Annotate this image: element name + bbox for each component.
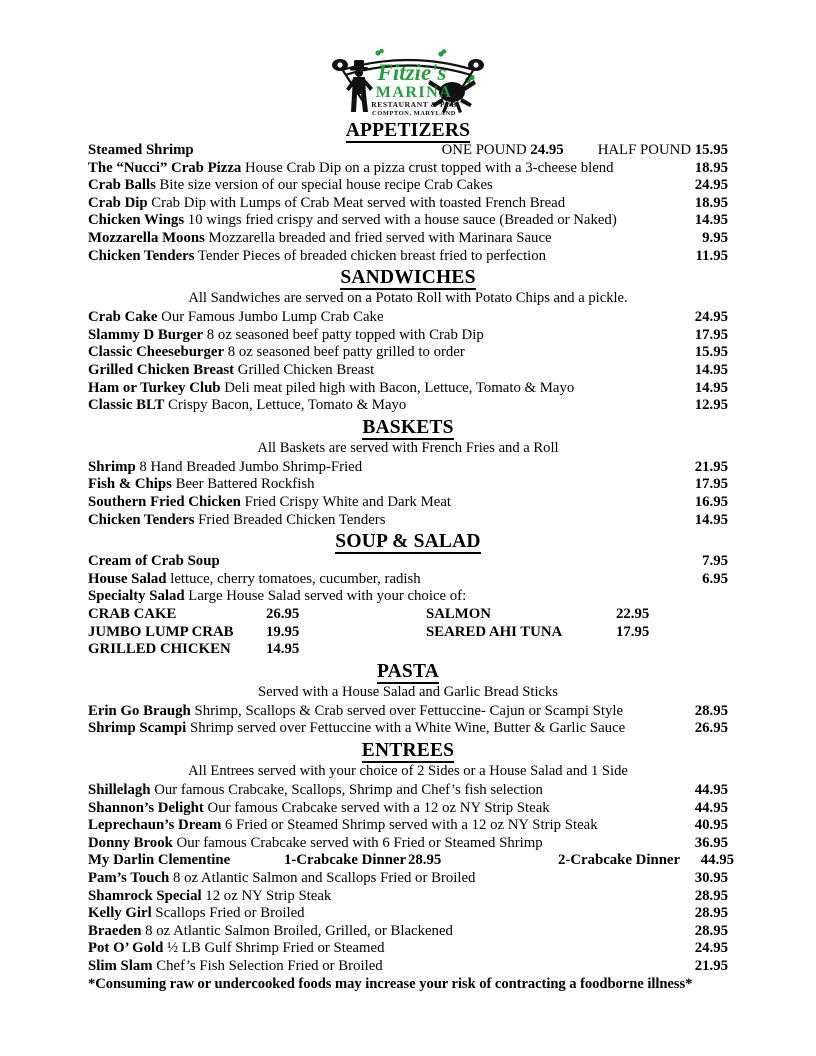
item-description bbox=[88, 817, 674, 835]
item-description bbox=[88, 720, 674, 738]
salad-option-left-price: 19.95 bbox=[266, 623, 300, 640]
item-description bbox=[88, 327, 674, 345]
item-detail: Mozzarella breaded and fried served with Marinara Sauce bbox=[204, 230, 552, 247]
menu-item-row bbox=[88, 905, 728, 923]
salad-option-right-label: SEARED AHI TUNA bbox=[426, 623, 563, 640]
menu-item-row bbox=[88, 800, 728, 818]
item-detail: Chef’s Fish Selection Fried or Broiled bbox=[152, 957, 383, 974]
menu-item-row bbox=[88, 958, 728, 976]
item-price: 30.95 bbox=[694, 869, 728, 886]
item-name: Leprechaun’s Dream bbox=[88, 817, 222, 834]
item-list-entrees bbox=[88, 782, 735, 976]
item-price: 24.95 bbox=[694, 940, 728, 957]
item-detail: 6 Fried or Steamed Shrimp served with a 12 oz NY Strip Steak bbox=[221, 817, 598, 834]
item-price: 14.95 bbox=[694, 212, 728, 229]
item-name: Shillelagh bbox=[88, 782, 151, 798]
item-detail: Our Famous Jumbo Lump Crab Cake bbox=[157, 309, 384, 326]
item-detail: Crispy Bacon, Lettuce, Tomato & Mayo bbox=[164, 397, 407, 414]
salad-option-row bbox=[88, 606, 728, 624]
menu-item-row bbox=[88, 327, 728, 345]
item-name: Specialty Salad bbox=[88, 588, 185, 605]
item-name: Pam’s Touch bbox=[88, 869, 170, 886]
menu-item-row bbox=[88, 362, 728, 380]
section-heading-text: SOUP & SALAD bbox=[335, 531, 481, 553]
section-heading-text: BASKETS bbox=[362, 416, 454, 438]
item-price: 14.95 bbox=[694, 511, 728, 528]
item-price: 18.95 bbox=[694, 194, 728, 211]
menu-item-row bbox=[88, 494, 728, 512]
item-name: Mozzarella Moons bbox=[88, 230, 205, 247]
section-baskets bbox=[88, 417, 728, 529]
salad-option-left-label: CRAB CAKE bbox=[88, 606, 177, 622]
menu-item-row bbox=[88, 817, 728, 835]
menu-item-row bbox=[88, 852, 735, 870]
item-price: 21.95 bbox=[694, 458, 728, 475]
item-detail: Deli meat piled high with Bacon, Lettuce, Tomato & Mayo bbox=[220, 379, 575, 396]
menu-item-row bbox=[88, 588, 728, 606]
item-price: 14.95 bbox=[694, 379, 728, 396]
item-name: Shrimp Scampi bbox=[88, 720, 187, 737]
item-name: Grilled Chicken Breast bbox=[88, 362, 235, 378]
item-description bbox=[88, 940, 674, 958]
section-subtitle-baskets: All Baskets are served with French Fries and a Roll bbox=[257, 439, 559, 456]
logo-marina-text: MARINA bbox=[375, 84, 453, 101]
item-detail: Bite size version of our special house recipe Crab Cakes bbox=[155, 177, 493, 194]
item-description bbox=[88, 230, 674, 248]
section-heading-baskets bbox=[88, 417, 728, 438]
item-name: Erin Go Braugh bbox=[88, 702, 191, 719]
item-price: 36.95 bbox=[694, 834, 728, 851]
item-price: 16.95 bbox=[694, 493, 728, 510]
item-name: Slammy D Burger bbox=[88, 326, 204, 343]
section-heading-text: PASTA bbox=[376, 660, 440, 682]
item-price-options bbox=[442, 142, 728, 160]
logo-tagline-text: RESTAURANT & PUB bbox=[371, 100, 457, 109]
menu-item-row bbox=[88, 571, 728, 589]
item-name: The “Nucci” Crab Pizza bbox=[88, 159, 242, 176]
menu-item-row bbox=[88, 835, 728, 853]
item-detail: 10 wings fried crispy and served with a house sauce (Breaded or Naked) bbox=[184, 212, 617, 229]
item-name: Chicken Tenders bbox=[88, 247, 195, 264]
item-name: Pot O’ Gold bbox=[88, 940, 164, 957]
item-description bbox=[88, 870, 674, 888]
logo-container bbox=[88, 0, 728, 118]
item-name: Crab Cake bbox=[88, 309, 158, 326]
salad-option-left-label: JUMBO LUMP CRAB bbox=[88, 623, 234, 640]
item-detail: Grilled Chicken Breast bbox=[234, 362, 375, 378]
item-price: 44.95 bbox=[694, 782, 728, 798]
item-detail: 8 oz seasoned beef patty topped with Crab Dip bbox=[203, 326, 484, 343]
item-detail: House Crab Dip on a pizza crust topped with a 3-cheese blend bbox=[241, 159, 614, 176]
salad-option-right-price: 17.95 bbox=[616, 623, 650, 640]
menu-item-row bbox=[88, 870, 728, 888]
item-description bbox=[88, 512, 674, 530]
item-detail: Large House Salad served with your choice of: bbox=[184, 588, 467, 605]
item-detail: Shrimp, Scallops & Crab served over Fettuccine- Cajun or Scampi Style bbox=[190, 702, 624, 719]
crabcake-option-2-label: 2-Crabcake Dinner bbox=[558, 852, 681, 869]
item-description bbox=[88, 212, 674, 230]
item-detail: 8 oz Atlantic Salmon and Scallops Fried or Broiled bbox=[169, 869, 476, 886]
item-detail: Our famous Crabcake, Scallops, Shrimp and Chef’s fish selection bbox=[150, 782, 543, 798]
item-detail: Fried Crispy White and Dark Meat bbox=[240, 493, 452, 510]
item-detail: Shrimp served over Fettuccine with a White Wine, Butter & Garlic Sauce bbox=[186, 720, 626, 737]
item-description bbox=[88, 800, 674, 818]
item-detail: lettuce, cherry tomatoes, cucumber, radish bbox=[166, 570, 421, 587]
item-description bbox=[88, 344, 674, 362]
item-detail: Scallops Fried or Broiled bbox=[151, 905, 305, 922]
menu-item-row bbox=[88, 177, 728, 195]
fitzies-marina-logo bbox=[320, 44, 496, 118]
item-description bbox=[88, 142, 194, 160]
menu-item-row bbox=[88, 888, 728, 906]
item-name: House Salad bbox=[88, 570, 167, 587]
item-price: 12.95 bbox=[694, 397, 728, 414]
section-heading-entrees bbox=[88, 740, 728, 761]
item-description bbox=[88, 905, 674, 923]
item-name: Fish & Chips bbox=[88, 476, 172, 493]
item-description bbox=[88, 888, 674, 906]
menu-item-row bbox=[88, 923, 728, 941]
item-description bbox=[88, 309, 674, 327]
section-subtitle-entrees: All Entrees served with your choice of 2 Sides or a House Salad and 1 Side bbox=[188, 763, 628, 780]
menu-item-row bbox=[88, 344, 728, 362]
item-price: 18.95 bbox=[694, 159, 728, 176]
crabcake-option-1-label: 1-Crabcake Dinner bbox=[284, 852, 407, 869]
item-name: Shamrock Special bbox=[88, 887, 202, 904]
menu-item-row bbox=[88, 212, 728, 230]
item-detail: 8 oz seasoned beef patty grilled to order bbox=[224, 344, 465, 361]
item-name: Cream of Crab Soup bbox=[88, 553, 220, 570]
item-name: My Darlin Clementine bbox=[88, 852, 231, 869]
item-description bbox=[88, 588, 674, 606]
menu-item-row bbox=[88, 380, 728, 398]
item-price: 44.95 bbox=[694, 799, 728, 816]
menu-item-row bbox=[88, 782, 728, 800]
section-sandwiches bbox=[88, 267, 728, 415]
item-description bbox=[88, 494, 674, 512]
item-list-sandwiches bbox=[88, 309, 728, 415]
menu-item-row bbox=[88, 512, 728, 530]
item-price: 17.95 bbox=[694, 326, 728, 343]
section-pasta bbox=[88, 661, 728, 738]
section-heading-text: APPETIZERS bbox=[345, 120, 471, 141]
item-price: 11.95 bbox=[695, 247, 728, 264]
logo-script-name: Fitzie's bbox=[377, 60, 447, 85]
unit-label-one-pound: ONE POUND bbox=[441, 142, 527, 159]
item-name: Crab Dip bbox=[88, 194, 148, 211]
item-name: Chicken Tenders bbox=[88, 511, 195, 528]
menu-item-row bbox=[88, 397, 728, 415]
section-subtitle-pasta: Served with a House Salad and Garlic Bread Sticks bbox=[258, 683, 558, 700]
section-soup-salad bbox=[88, 531, 728, 659]
item-detail: 8 Hand Breaded Jumbo Shrimp-Fried bbox=[135, 458, 363, 475]
section-subtitle-sandwiches: All Sandwiches are served on a Potato Roll with Potato Chips and a pickle. bbox=[188, 290, 628, 307]
section-heading-text: SANDWICHES bbox=[340, 267, 476, 289]
menu-sections bbox=[88, 120, 735, 976]
item-detail: 12 oz NY Strip Steak bbox=[201, 887, 332, 904]
item-name: Shrimp bbox=[88, 458, 136, 475]
item-description bbox=[88, 703, 674, 721]
item-detail: Tender Pieces of breaded chicken breast fried to perfection bbox=[194, 247, 547, 264]
crabcake-option-2-price: 44.95 bbox=[700, 852, 735, 869]
item-description bbox=[88, 835, 674, 853]
item-price: 40.95 bbox=[694, 817, 728, 834]
item-name: Shannon’s Delight bbox=[88, 799, 204, 816]
item-description bbox=[88, 248, 674, 266]
salad-option-row bbox=[88, 624, 728, 642]
item-price: 28.95 bbox=[694, 905, 728, 922]
crabcake-option-1-price: 28.95 bbox=[408, 852, 442, 869]
item-name: Kelly Girl bbox=[88, 905, 152, 922]
item-price: 21.95 bbox=[694, 957, 728, 974]
section-heading-sandwiches bbox=[88, 267, 728, 288]
item-detail: Our famous Crabcake served with 6 Fried or Steamed Shrimp bbox=[172, 834, 543, 851]
leprechaun-figure bbox=[346, 60, 373, 112]
section-appetizers bbox=[88, 120, 728, 265]
item-price: 24.95 bbox=[694, 309, 728, 326]
item-description bbox=[88, 362, 674, 380]
specialty-salad-options bbox=[88, 606, 728, 659]
item-name: Southern Fried Chicken bbox=[88, 493, 241, 510]
section-heading-soup-salad bbox=[88, 531, 728, 552]
item-description bbox=[88, 459, 674, 477]
item-detail: Crab Dip with Lumps of Crab Meat served with toasted French Bread bbox=[147, 194, 566, 211]
menu-item-row bbox=[88, 720, 728, 738]
section-heading-appetizers bbox=[88, 120, 728, 141]
menu-item-row bbox=[88, 248, 728, 266]
foodborne-illness-disclaimer: *Consuming raw or undercooked foods may increase your risk of contracting a foodborne illness* bbox=[88, 975, 693, 992]
item-price: 9.95 bbox=[702, 230, 728, 247]
item-description bbox=[88, 476, 674, 494]
menu-item-row bbox=[88, 142, 728, 160]
item-list-baskets bbox=[88, 459, 728, 529]
item-description bbox=[88, 958, 674, 976]
item-price: 6.95 bbox=[702, 570, 728, 587]
item-detail: Our famous Crabcake served with a 12 oz NY Strip Steak bbox=[203, 799, 550, 816]
item-price: 28.95 bbox=[694, 702, 728, 719]
item-name: Classic BLT bbox=[88, 397, 165, 414]
item-name: Chicken Wings bbox=[88, 212, 185, 229]
item-list-appetizers bbox=[88, 142, 728, 265]
item-description bbox=[88, 195, 674, 213]
salad-option-left-label: GRILLED CHICKEN bbox=[88, 641, 231, 658]
salad-option-left-price: 26.95 bbox=[266, 606, 300, 622]
item-description bbox=[88, 553, 674, 571]
menu-item-row bbox=[88, 160, 728, 178]
menu-item-row bbox=[88, 476, 728, 494]
item-price: 28.95 bbox=[694, 922, 728, 939]
item-price: 26.95 bbox=[694, 720, 728, 737]
item-description bbox=[88, 782, 674, 800]
salad-option-right-label: SALMON bbox=[426, 606, 491, 622]
section-entrees bbox=[88, 739, 735, 976]
item-price: 28.95 bbox=[694, 887, 728, 904]
item-description bbox=[88, 923, 674, 941]
item-detail: Beer Battered Rockfish bbox=[171, 476, 315, 493]
item-detail: 8 oz Atlantic Salmon Broiled, Grilled, or Blackened bbox=[141, 922, 453, 939]
salad-option-row bbox=[88, 641, 728, 659]
item-name: Slim Slam bbox=[88, 957, 153, 974]
menu-item-row bbox=[88, 459, 728, 477]
item-description bbox=[88, 380, 674, 398]
item-price: 15.95 bbox=[694, 344, 728, 361]
logo-location-text: COMPTON, MARYLAND bbox=[372, 110, 456, 117]
menu-item-row bbox=[88, 703, 728, 721]
salad-option-right-label bbox=[426, 641, 616, 659]
item-detail: ½ LB Gulf Shrimp Fried or Steamed bbox=[163, 940, 385, 957]
salad-option-left-price: 14.95 bbox=[266, 641, 300, 658]
item-detail: Fried Breaded Chicken Tenders bbox=[194, 511, 386, 528]
item-name: Braeden bbox=[88, 922, 142, 939]
item-price: 17.95 bbox=[694, 476, 728, 493]
item-price: 7.95 bbox=[702, 553, 728, 570]
item-description bbox=[88, 397, 674, 415]
item-name: Crab Balls bbox=[88, 177, 156, 194]
menu-item-row bbox=[88, 230, 728, 248]
item-description bbox=[88, 177, 674, 195]
salad-option-right-price: 22.95 bbox=[616, 606, 650, 622]
item-name: Classic Cheeseburger bbox=[88, 344, 225, 361]
item-name: Ham or Turkey Club bbox=[88, 379, 221, 396]
item-list-soup-salad bbox=[88, 553, 728, 659]
item-list-pasta bbox=[88, 703, 728, 738]
item-description bbox=[88, 160, 674, 178]
section-heading-text: ENTREES bbox=[361, 739, 455, 761]
logo-artwork bbox=[320, 44, 496, 118]
section-heading-pasta bbox=[88, 661, 728, 682]
item-price: 14.95 bbox=[694, 362, 728, 378]
unit-label-half-pound: HALF POUND bbox=[597, 142, 691, 159]
unit-price-half-pound: 15.95 bbox=[694, 142, 728, 159]
item-price: 24.95 bbox=[694, 177, 728, 194]
menu-item-row bbox=[88, 309, 728, 327]
menu-item-row bbox=[88, 553, 728, 571]
menu-item-row bbox=[88, 940, 728, 958]
menu-item-row bbox=[88, 195, 728, 213]
unit-price-one-pound: 24.95 bbox=[530, 142, 564, 159]
item-name: Donny Brook bbox=[88, 834, 173, 851]
item-name: Steamed Shrimp bbox=[88, 142, 194, 159]
item-description bbox=[88, 571, 674, 589]
